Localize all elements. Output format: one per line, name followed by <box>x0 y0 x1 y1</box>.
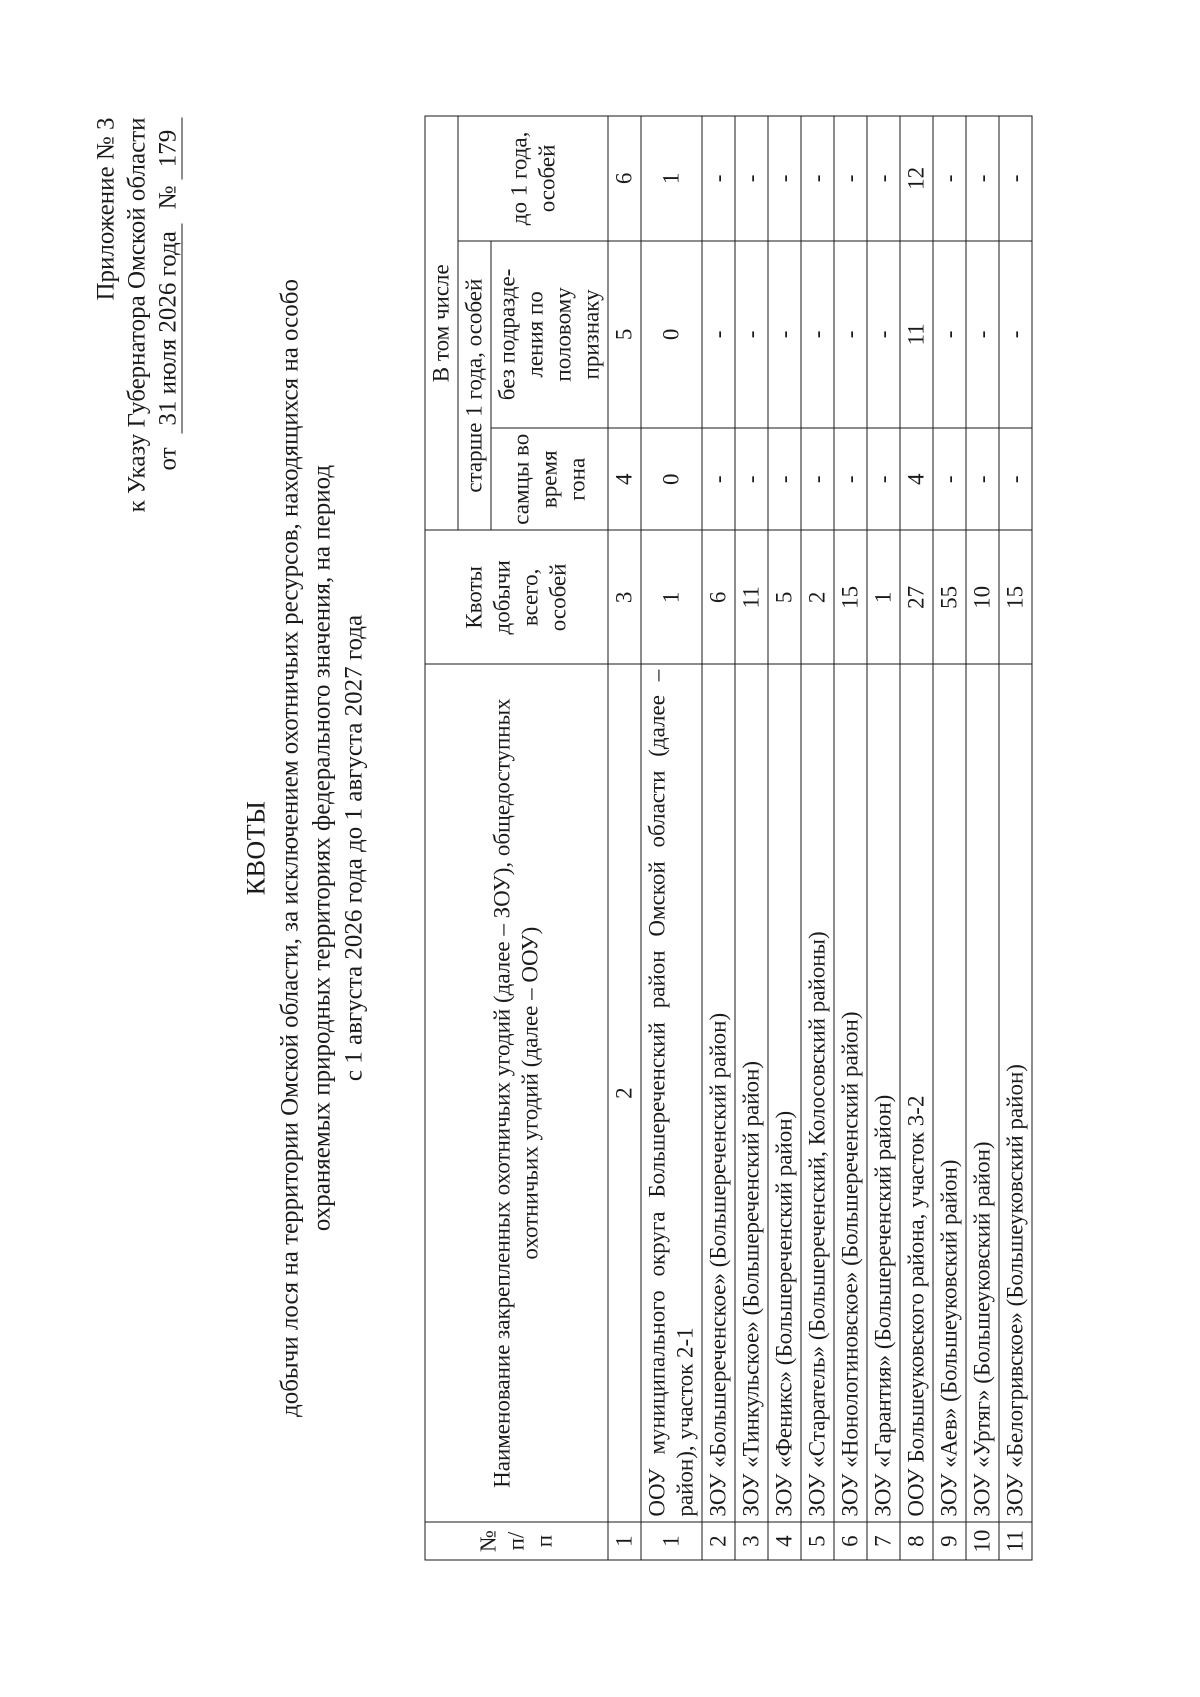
hunting-ground-name: ООУ муниципального округа Большереченский район Омской области (далее – район), участок 2-1 <box>641 664 702 1522</box>
table-row <box>834 116 867 1560</box>
table-row <box>867 116 900 1560</box>
quota-under-1: - <box>999 116 1032 241</box>
row-number: 8 <box>900 1522 933 1560</box>
decree-date: 31 июля 2026 года <box>156 223 183 433</box>
date-prefix: от <box>154 447 182 471</box>
quota-no-sex-split: - <box>834 241 867 428</box>
decree-number: 179 <box>156 118 183 180</box>
quota-under-1: - <box>867 116 900 241</box>
quota-no-sex-split: - <box>999 241 1032 428</box>
hunting-ground-name: ЗОУ «Большереченское» (Большереченский район) <box>702 664 735 1522</box>
quota-males-rut: - <box>834 428 867 531</box>
appendix-decree: к Указу Губернатора Омской области <box>123 117 151 513</box>
table-body <box>608 116 1032 1560</box>
hunting-ground-name: ЗОУ «Аев» (Большеуковский район) <box>933 664 966 1522</box>
quota-total: 15 <box>834 531 867 665</box>
quota-no-sex-split: - <box>867 241 900 428</box>
document-page <box>1 0 1200 1697</box>
hunting-ground-name: ЗОУ «Нонологиновское» (Большереченский район) <box>834 664 867 1522</box>
table-row <box>702 116 735 1560</box>
quota-no-sex-split: - <box>801 241 834 428</box>
table-row <box>999 116 1032 1560</box>
column-number: 4 <box>608 428 641 531</box>
quota-under-1: - <box>735 116 768 241</box>
quota-no-sex-split: 0 <box>641 241 702 428</box>
quota-under-1: - <box>702 116 735 241</box>
quota-no-sex-split: - <box>702 241 735 428</box>
table-row <box>801 116 834 1560</box>
quota-total: 2 <box>801 531 834 665</box>
quota-males-rut: - <box>702 428 735 531</box>
quota-total: 27 <box>900 531 933 665</box>
header-num: № п/п <box>425 1522 608 1560</box>
quota-total: 15 <box>999 531 1032 665</box>
row-number: 7 <box>867 1522 900 1560</box>
row-number: 9 <box>933 1522 966 1560</box>
header-males-rut: самцы во время гона <box>491 428 608 531</box>
hunting-ground-name: ЗОУ «Уртяг» (Большеуковский район) <box>966 664 999 1522</box>
quota-under-1: - <box>801 116 834 241</box>
quota-under-1: - <box>768 116 801 241</box>
quota-total: 1 <box>641 531 702 665</box>
row-number: 11 <box>999 1522 1032 1560</box>
row-number: 3 <box>735 1522 768 1560</box>
table-row <box>900 116 933 1560</box>
column-number: 5 <box>608 241 641 428</box>
column-number: 3 <box>608 531 641 665</box>
quota-no-sex-split: - <box>966 241 999 428</box>
title-line-2: охраняемых природных территориях федерального значения, на период <box>308 464 336 1232</box>
quota-no-sex-split: - <box>768 241 801 428</box>
quota-males-rut: 0 <box>641 428 702 531</box>
column-number-row <box>608 116 641 1560</box>
table-row <box>641 116 702 1560</box>
quota-under-1: - <box>966 116 999 241</box>
header-no-sex-split: без подразде-ления по половому признаку <box>491 241 608 428</box>
quota-under-1: - <box>834 116 867 241</box>
quota-under-1: 12 <box>900 116 933 241</box>
row-number: 6 <box>834 1522 867 1560</box>
hunting-ground-name: ЗОУ «Старатель» (Большереченский, Колосовский районы) <box>801 664 834 1522</box>
quota-no-sex-split: - <box>735 241 768 428</box>
header-name: Наименование закрепленных охотничьих угодий (далее – ЗОУ), общедоступных охотничьих угодий (далее – ООУ) <box>425 664 608 1522</box>
quota-males-rut: - <box>735 428 768 531</box>
table-row <box>933 116 966 1560</box>
appendix-title: Приложение № 3 <box>92 117 120 301</box>
quota-total: 55 <box>933 531 966 665</box>
title-line-3: с 1 августа 2026 года до 1 августа 2027 года <box>340 614 368 1082</box>
row-number: 4 <box>768 1522 801 1560</box>
quota-males-rut: - <box>999 428 1032 531</box>
quota-table <box>425 116 1033 1561</box>
header-older-than-1: старше 1 года, особей <box>458 241 491 531</box>
quota-males-rut: - <box>933 428 966 531</box>
column-number: 6 <box>608 116 641 241</box>
column-number: 2 <box>608 664 641 1522</box>
row-number: 2 <box>702 1522 735 1560</box>
hunting-ground-name: ЗОУ «Белогривское» (Большеуковский район) <box>999 664 1032 1522</box>
row-number: 5 <box>801 1522 834 1560</box>
appendix-date-line <box>153 118 184 471</box>
table-row <box>735 116 768 1560</box>
quota-total: 1 <box>867 531 900 665</box>
hunting-ground-name: ЗОУ «Гарантия» (Большереченский район) <box>867 664 900 1522</box>
quota-under-1: 1 <box>641 116 702 241</box>
quota-under-1: - <box>933 116 966 241</box>
header-under-1: до 1 года, особей <box>458 116 608 241</box>
quota-males-rut: - <box>966 428 999 531</box>
quota-males-rut: 4 <box>900 428 933 531</box>
quota-no-sex-split: - <box>933 241 966 428</box>
quota-total: 11 <box>735 531 768 665</box>
row-number: 1 <box>641 1522 702 1560</box>
hunting-ground-name: ООУ Большеуковского района, участок 3-2 <box>900 664 933 1522</box>
header-including: В том числе <box>425 116 458 531</box>
quota-males-rut: - <box>768 428 801 531</box>
quota-total: 6 <box>702 531 735 665</box>
number-label: № <box>154 185 182 210</box>
quota-males-rut: - <box>801 428 834 531</box>
quota-males-rut: - <box>867 428 900 531</box>
hunting-ground-name: ЗОУ «Тинкульское» (Большереченский район) <box>735 664 768 1522</box>
quota-no-sex-split: 11 <box>900 241 933 428</box>
table-row <box>768 116 801 1560</box>
appendix-header <box>91 118 184 513</box>
table-row <box>966 116 999 1560</box>
title-line-1: добычи лося на территории Омской области, за исключением охотничьих ресурсов, находящихся на особо <box>276 279 304 1418</box>
document-title <box>241 0 371 1697</box>
hunting-ground-name: ЗОУ «Феникс» (Большереченский район) <box>768 664 801 1522</box>
row-number: 10 <box>966 1522 999 1560</box>
title-heading: КВОТЫ <box>241 800 271 896</box>
column-number: 1 <box>608 1522 641 1560</box>
quota-total: 10 <box>966 531 999 665</box>
quota-total: 5 <box>768 531 801 665</box>
header-quota: Квоты добычи всего, особей <box>425 531 608 665</box>
